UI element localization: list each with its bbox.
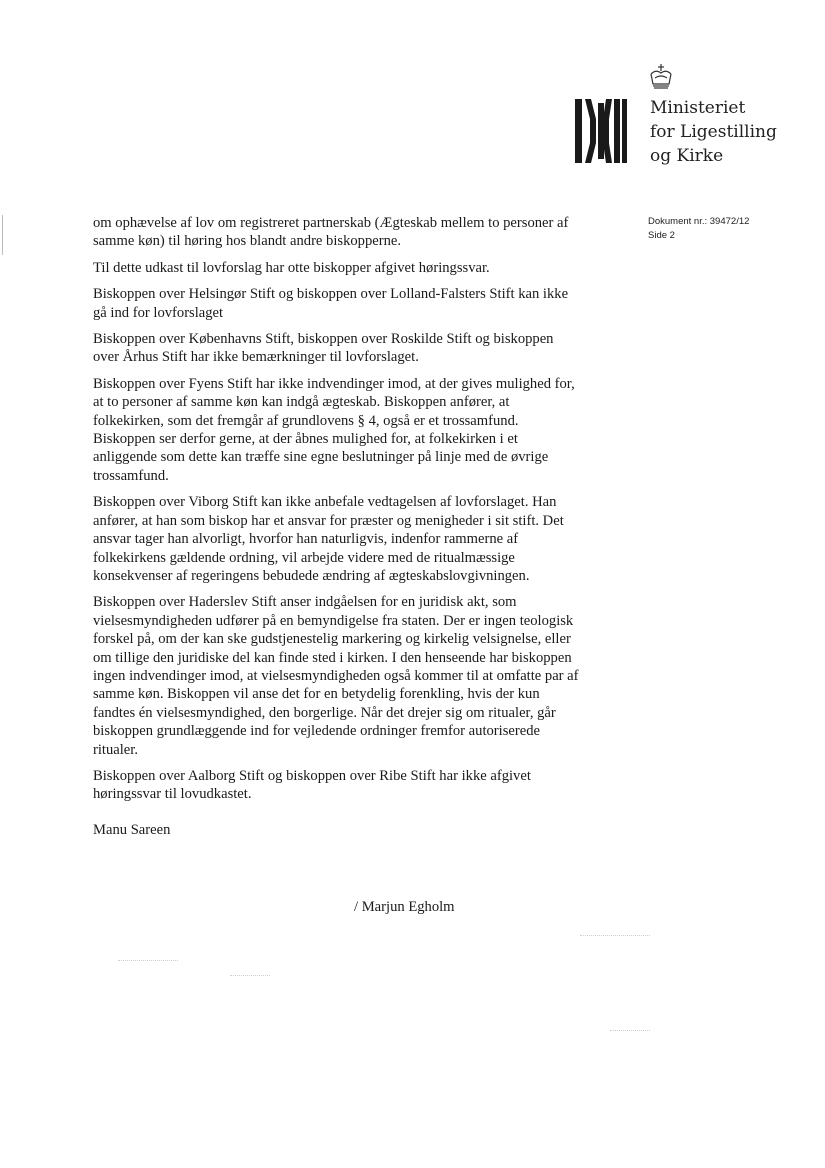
ministry-name <box>650 96 777 168</box>
paragraph: om ophævelse af lov om registreret partnerskab (Ægteskab mellem to personer af samme køn) til høring hos blandt andre biskopperne. <box>93 215 569 250</box>
ministry-line: Ministeriet <box>650 98 746 118</box>
paragraph: Biskoppen over Helsingør Stift og biskoppen over Lolland-Falsters Stift kan ikke gå ind for lovforslaget <box>93 286 569 321</box>
signer-name: Manu Sareen <box>93 822 171 838</box>
paragraph: Biskoppen over Københavns Stift, biskoppen over Roskilde Stift og biskoppen over Århus Stift har ikke bemærkninger til lovforslaget. <box>93 331 554 366</box>
paragraph: Til dette udkast til lovforslag har otte biskopper afgivet høringssvar. <box>93 259 490 276</box>
document-meta <box>648 215 749 243</box>
document-number: Dokument nr.: 39472/12 <box>648 216 750 227</box>
ministry-line: for Ligestilling <box>650 122 777 142</box>
paragraph: Biskoppen over Aalborg Stift og biskoppen over Ribe Stift har ikke afgivet høringssvar til lovudkastet. <box>93 767 531 803</box>
ministry-logo-icon <box>575 99 627 163</box>
paragraph: Biskoppen over Viborg Stift kan ikke anbefale vedtagelsen af lovforslaget. Han anfører, at han som biskop har et ansvar for præster og menigheder i sit stift. Det ansvar tager han alvorligt, hvorfor han naturligvis, indenfor rammerne af folkekirkens gældende ordning, vil arbejde videre med de ritualmæssige konsekvenser af regeringens bebudede ændring af ægteskabslovgivningen. <box>93 494 564 584</box>
scan-artifact <box>610 1030 650 1032</box>
page-number: Side 2 <box>648 230 675 241</box>
scan-artifact <box>2 215 3 255</box>
letter-body <box>93 214 581 812</box>
scan-artifact <box>580 935 650 937</box>
scan-artifact <box>230 975 270 977</box>
crown-icon <box>646 62 676 92</box>
ministry-line: og Kirke <box>650 146 724 166</box>
paragraph: Biskoppen over Fyens Stift har ikke indvendinger imod, at der gives mulighed for, at to personer af samme køn kan indgå ægteskab. Biskoppen anfører, at folkekirken, som det fremgår af grundlovens § 4, også er et trossamfund. Biskoppen ser derfor gerne, at der åbnes mulighed for, at folkekirken i et anliggende som dette kan træffe sine egne beslutninger på linje med de øvrige trossamfund. <box>93 375 575 484</box>
cosigner-name: / Marjun Egholm <box>354 899 455 915</box>
paragraph: Biskoppen over Haderslev Stift anser indgåelsen for en juridisk akt, som vielsesmyndigheden udfører på en bemyndigelse fra staten. Der er ingen teologisk forskel på, om der kan ske gudstjenestelig markering og kirkelig velsignelse, eller om tillige den juridiske del kan finde sted i kirken. I den henseende har biskoppen ingen indvendinger imod, at vielsesmyndigheden også kommer til at omfatte par af samme køn. Biskoppen vil anse det for en betydelig forenkling, hvis der kun fandtes én vielsesmyndighed, den borgerlige. Når det drejer sig om ritualer, går biskoppen grundlæggende ind for vejledende ordninger fremfor autoriserede ritualer. <box>93 594 579 758</box>
scan-artifact <box>118 960 178 962</box>
